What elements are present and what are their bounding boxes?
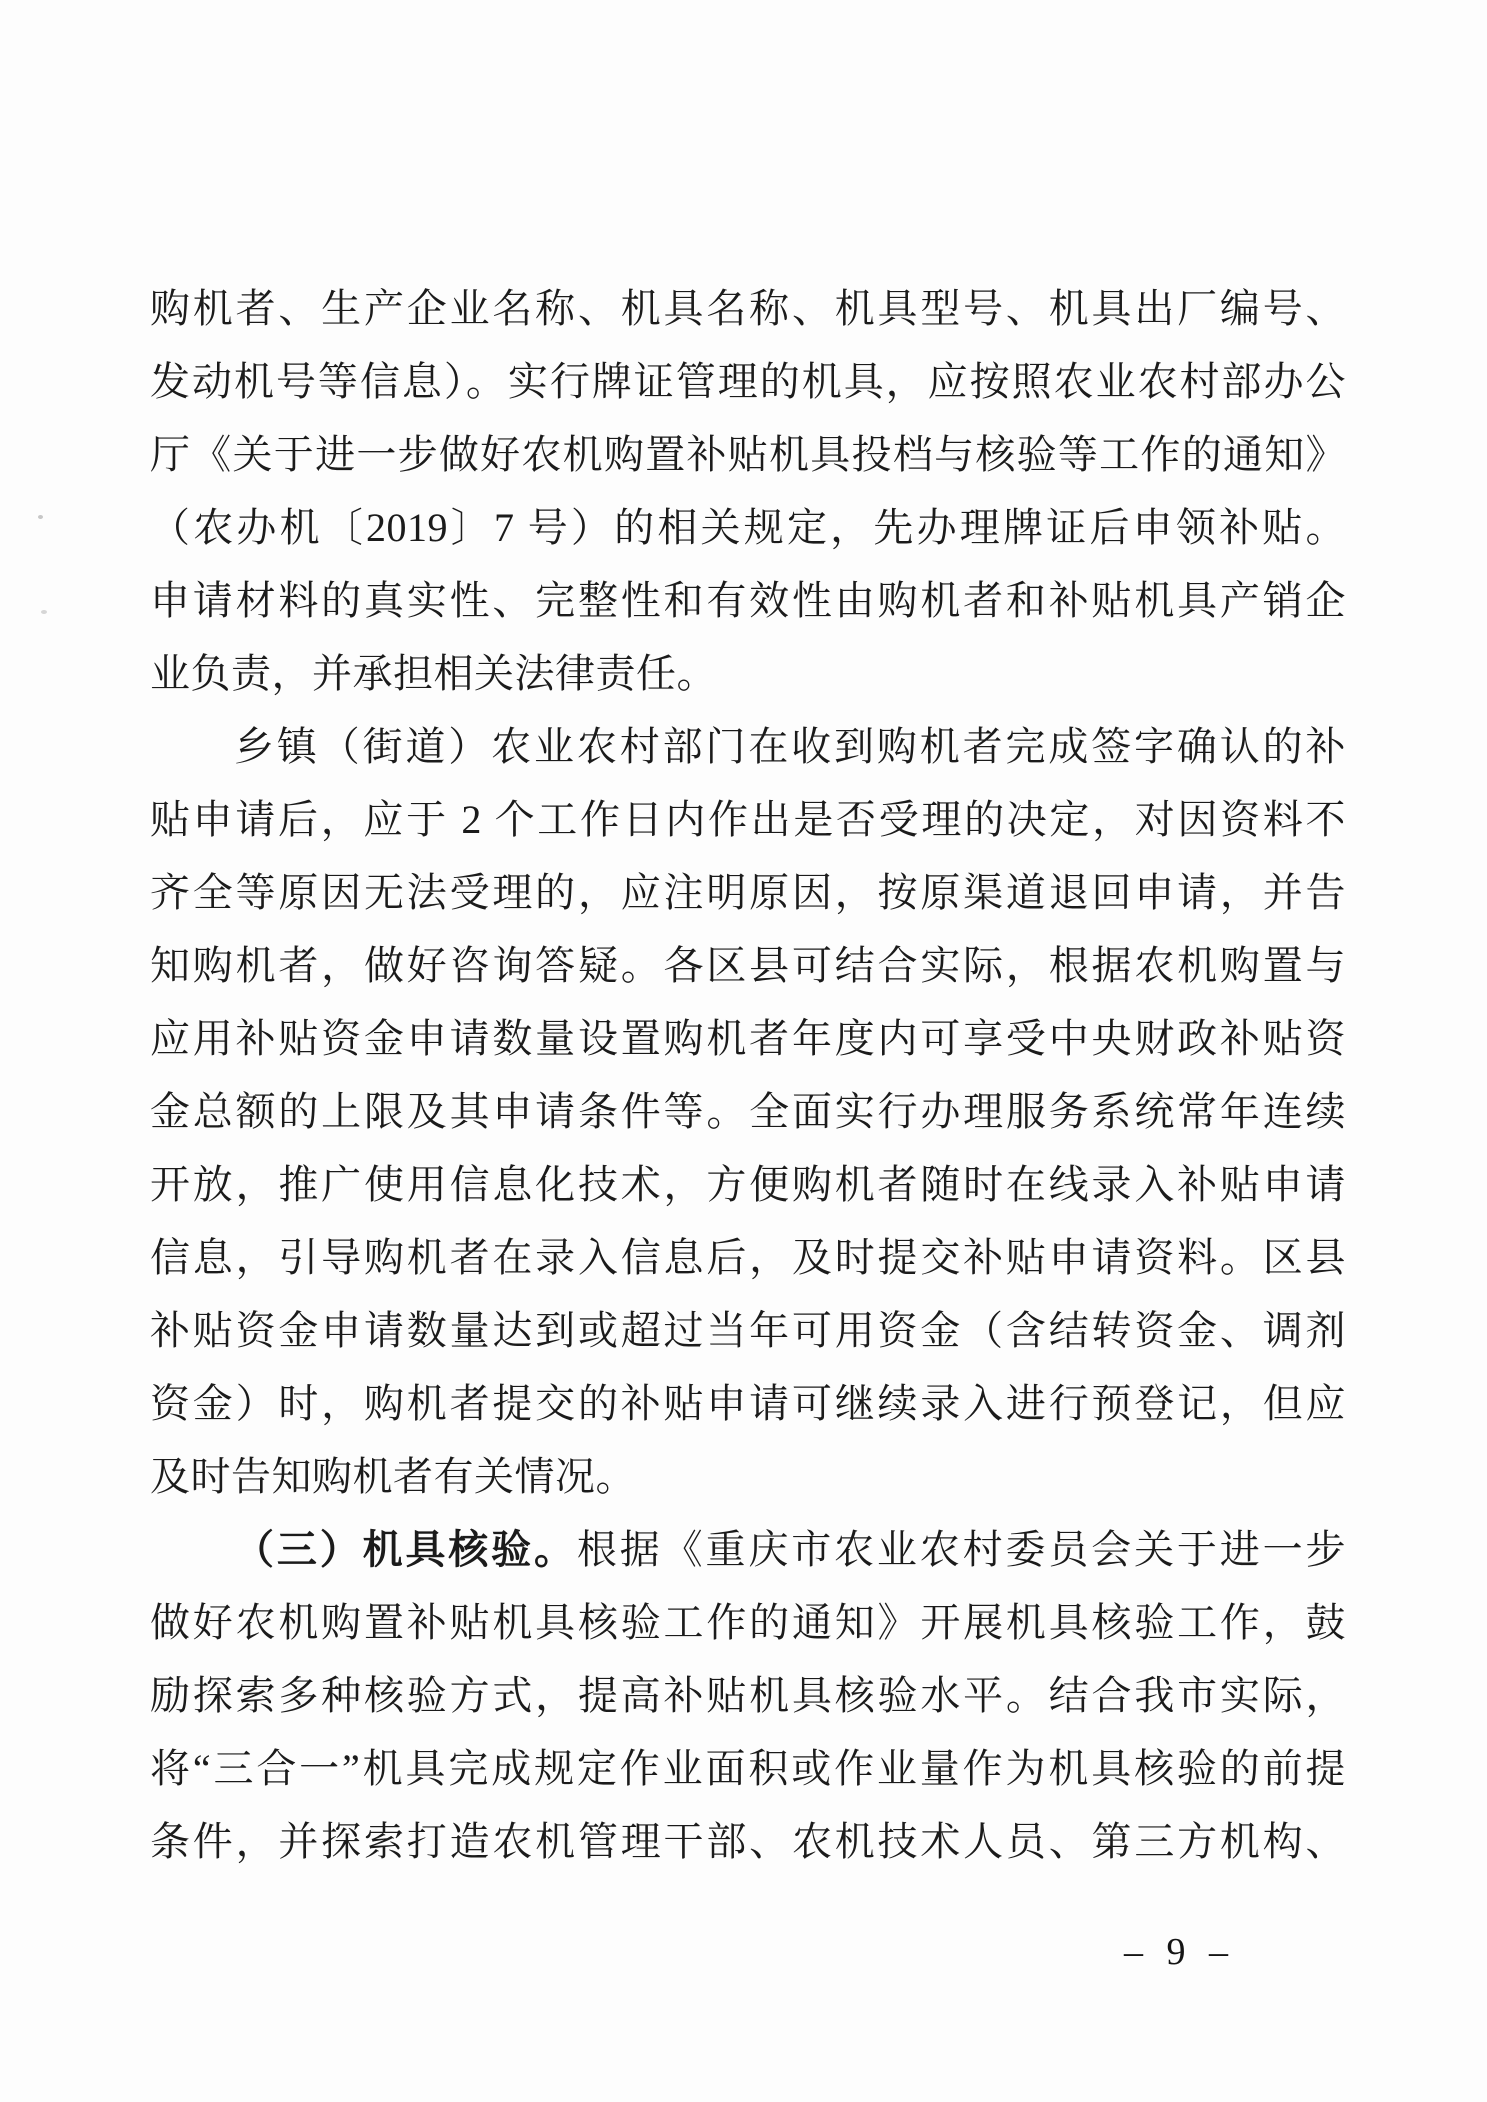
text-line: （农办机〔2019〕7 号）的相关规定，先办理牌证后申领补贴。 — [150, 505, 1346, 550]
text-line: 做好农机购置补贴机具核验工作的通知》开展机具核验工作，鼓 — [150, 1600, 1346, 1645]
text-line: 齐全等原因无法受理的，应注明原因，按原渠道退回申请，并告 — [150, 870, 1346, 915]
text-line: 应用补贴资金申请数量设置购机者年度内可享受中央财政补贴资 — [150, 1016, 1346, 1061]
text-line: 知购机者，做好咨询答疑。各区县可结合实际，根据农机购置与 — [150, 943, 1346, 988]
text-line: 励探索多种核验方式，提高补贴机具核验水平。结合我市实际， — [150, 1673, 1346, 1718]
text-line: 及时告知购机者有关情况。 — [150, 1454, 636, 1499]
text-line: 购机者、生产企业名称、机具名称、机具型号、机具出厂编号、 — [150, 286, 1346, 331]
text-line: 乡镇（街道）农业农村部门在收到购机者完成签字确认的补 — [234, 724, 1346, 769]
text-line: 贴申请后，应于 2 个工作日内作出是否受理的决定，对因资料不 — [150, 797, 1346, 842]
text-line: （三）机具核验。根据《重庆市农业农村委员会关于进一步 — [234, 1527, 1347, 1572]
text-line: 申请材料的真实性、完整性和有效性由购机者和补贴机具产销企 — [150, 578, 1346, 623]
scan-speck — [41, 610, 47, 614]
text-line: 业负责，并承担相关法律责任。 — [150, 651, 717, 696]
text-line: 发动机号等信息）。实行牌证管理的机具，应按照农业农村部办公 — [150, 359, 1346, 404]
document-text-block — [150, 272, 1346, 1878]
text-line: 金总额的上限及其申请条件等。全面实行办理服务系统常年连续 — [150, 1089, 1346, 1134]
text-line: 资金）时，购机者提交的补贴申请可继续录入进行预登记，但应 — [150, 1381, 1346, 1426]
bold-heading-text: （三）机具核验。 — [234, 1527, 577, 1572]
scan-speck — [38, 515, 43, 519]
text-line: 将“三合一”机具完成规定作业面积或作业量作为机具核验的前提 — [150, 1746, 1346, 1791]
text-line: 开放，推广使用信息化技术，方便购机者随时在线录入补贴申请 — [150, 1162, 1346, 1207]
text-line: 条件，并探索打造农机管理干部、农机技术人员、第三方机构、 — [150, 1819, 1346, 1864]
text-line: 厅《关于进一步做好农机购置补贴机具投档与核验等工作的通知》 — [150, 432, 1346, 477]
text-line: 补贴资金申请数量达到或超过当年可用资金（含结转资金、调剂 — [150, 1308, 1346, 1353]
text-line: 信息，引导购机者在录入信息后，及时提交补贴申请资料。区县 — [150, 1235, 1346, 1280]
page-number: – 9 – — [1124, 1931, 1235, 1973]
